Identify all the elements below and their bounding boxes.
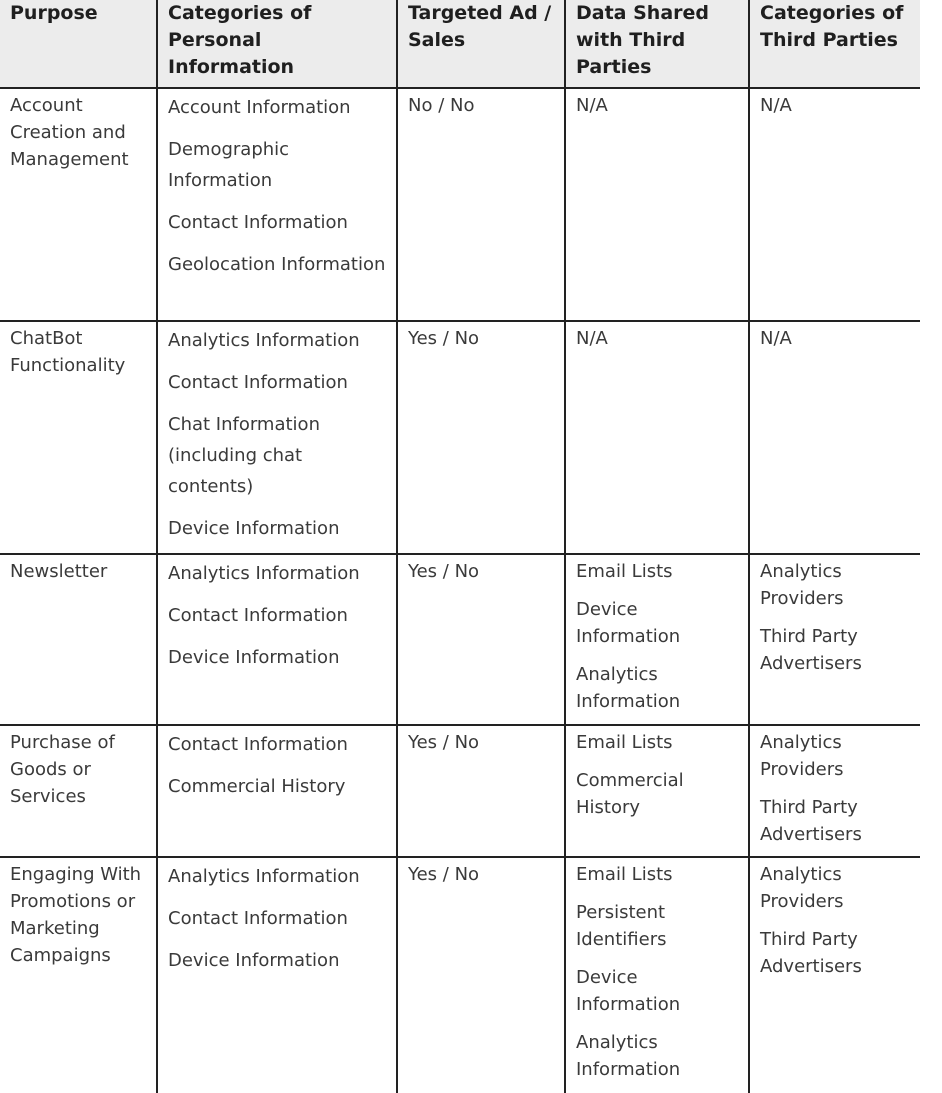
category-item: Analytics Information <box>168 563 360 584</box>
category-item: Geolocation Information <box>168 254 386 275</box>
targeted-ad-value: Yes / No <box>408 328 480 349</box>
table-row <box>0 554 920 725</box>
targeted-ad-cell <box>397 857 565 1093</box>
third-parties-cell <box>749 725 920 857</box>
data-shared-cell <box>565 88 749 321</box>
shared-item: Analytics Information <box>576 1032 681 1080</box>
third-party-item: Analytics Providers <box>760 864 844 912</box>
category-item: Contact Information <box>168 372 348 393</box>
table-row <box>0 857 920 1093</box>
category-item: Account Information <box>168 97 351 118</box>
category-item: Chat Information (including chat contents) <box>168 414 320 497</box>
shared-item: Persistent Identifiers <box>576 902 667 950</box>
category-item: Analytics Information <box>168 330 360 351</box>
purpose-cell <box>0 857 157 1093</box>
categories-cell <box>157 554 397 725</box>
category-item: Contact Information <box>168 908 348 929</box>
third-party-item: Third Party Advertisers <box>760 929 862 977</box>
shared-item: Device Information <box>576 599 681 647</box>
purpose-text: Account Creation and Management <box>10 95 129 170</box>
third-parties-cell <box>749 554 920 725</box>
categories-cell <box>157 857 397 1093</box>
shared-item: Email Lists <box>576 561 673 582</box>
category-item: Demographic Information <box>168 139 290 191</box>
header-categories-of-personal-information: Categories of Personal Information <box>157 0 397 88</box>
third-parties-cell <box>749 88 920 321</box>
targeted-ad-value: Yes / No <box>408 864 480 885</box>
data-shared-cell <box>565 857 749 1093</box>
purpose-cell <box>0 88 157 321</box>
purpose-text: Purchase of Goods or Services <box>10 732 115 807</box>
purpose-text: Newsletter <box>10 561 108 582</box>
shared-item: Email Lists <box>576 732 673 753</box>
third-party-item: Analytics Providers <box>760 561 844 609</box>
data-shared-cell <box>565 725 749 857</box>
header-data-shared: Data Shared with Third Parties <box>565 0 749 88</box>
table-row <box>0 321 920 554</box>
targeted-ad-cell <box>397 725 565 857</box>
table-header <box>0 0 920 88</box>
purpose-cell <box>0 554 157 725</box>
purpose-cell <box>0 725 157 857</box>
shared-item: Commercial History <box>576 770 684 818</box>
category-item: Analytics Information <box>168 866 360 887</box>
category-item: Commercial History <box>168 776 346 797</box>
third-party-item: Third Party Advertisers <box>760 626 862 674</box>
category-item: Contact Information <box>168 212 348 233</box>
data-shared-cell <box>565 554 749 725</box>
third-parties-cell <box>749 857 920 1093</box>
table-row <box>0 725 920 857</box>
third-party-item: N/A <box>760 95 792 116</box>
targeted-ad-value: Yes / No <box>408 732 480 753</box>
shared-item: Email Lists <box>576 864 673 885</box>
third-party-item: N/A <box>760 328 792 349</box>
targeted-ad-cell <box>397 88 565 321</box>
purpose-text: Engaging With Promotions or Marketing Campaigns <box>10 864 142 966</box>
category-item: Device Information <box>168 647 340 668</box>
table-row <box>0 88 920 321</box>
category-item: Device Information <box>168 518 340 539</box>
header-categories-of-third-parties: Categories of Third Parties <box>749 0 920 88</box>
category-item: Contact Information <box>168 734 348 755</box>
shared-item: Device Information <box>576 967 681 1015</box>
categories-cell <box>157 88 397 321</box>
third-party-item: Analytics Providers <box>760 732 844 780</box>
shared-item: N/A <box>576 328 608 349</box>
targeted-ad-cell <box>397 554 565 725</box>
header-purpose: Purpose <box>0 0 157 88</box>
data-shared-cell <box>565 321 749 554</box>
targeted-ad-value: Yes / No <box>408 561 480 582</box>
category-item: Contact Information <box>168 605 348 626</box>
categories-cell <box>157 725 397 857</box>
categories-cell <box>157 321 397 554</box>
third-parties-cell <box>749 321 920 554</box>
third-party-item: Third Party Advertisers <box>760 797 862 845</box>
targeted-ad-value: No / No <box>408 95 475 116</box>
header-targeted-ad-sales: Targeted Ad / Sales <box>397 0 565 88</box>
shared-item: Analytics Information <box>576 664 681 712</box>
purpose-cell <box>0 321 157 554</box>
category-item: Device Information <box>168 950 340 971</box>
targeted-ad-cell <box>397 321 565 554</box>
header-row <box>0 0 920 88</box>
shared-item: N/A <box>576 95 608 116</box>
purpose-text: ChatBot Functionality <box>10 328 126 376</box>
